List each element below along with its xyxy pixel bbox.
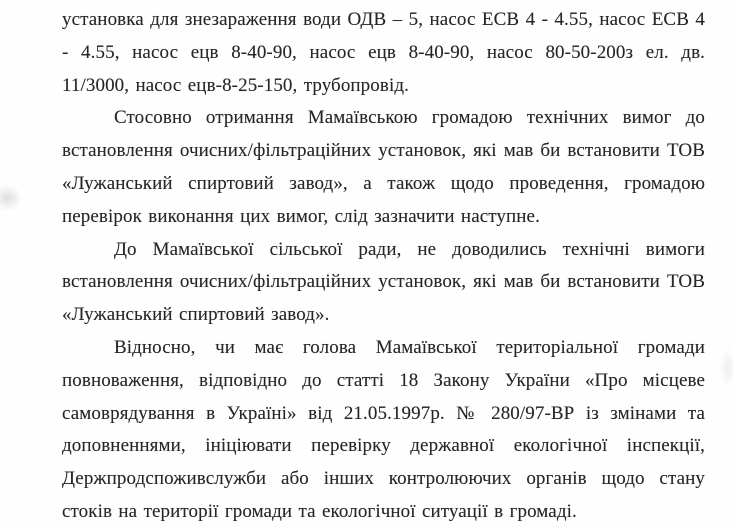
- paragraph: Відносно, чи має голова Мамаївської територіальної громади повноваження, відповідно до статті 18 Закону України «Про місцеве самоврядування в Україні» від 21.05.1997р. № 280/97-ВР із змінами та доповненнями, ініціювати перевірку державної екологічної інспекції, Держпродспоживслужби або інших контролюючих органів щодо стану стоків на території громади та екологічної ситуації в громаді.: [62, 336, 705, 522]
- scan-smudge: [0, 185, 22, 211]
- paragraph: До Мамаївської сільської ради, не доводились технічні вимоги встановлення очисних/фільтраційних установок, які мав би встановити ТОВ «Лужанський спиртовий завод».: [62, 238, 705, 326]
- scan-smudge: [719, 348, 733, 388]
- paragraph: Стосовно отримання Мамаївською громадою технічних вимог до встановлення очисних/фільтраційних установок, які мав би встановити ТОВ «Лужанський спиртовий завод», а також щодо проведення, громадою перевірок виконання цих вимог, слід зазначити наступне.: [62, 107, 705, 227]
- document-text-block: [62, 4, 705, 526]
- paragraph-continuation: установка для знезараження води ОДВ – 5, насос ЕСВ 4 - 4.55, насос ЕСВ 4 - 4.55, насос ецв 8-40-90, насос ецв 8-40-90, насос 80-50-200з ел. дв. 11/3000, насос ецв-8-25-150, трубопровід.: [62, 9, 705, 96]
